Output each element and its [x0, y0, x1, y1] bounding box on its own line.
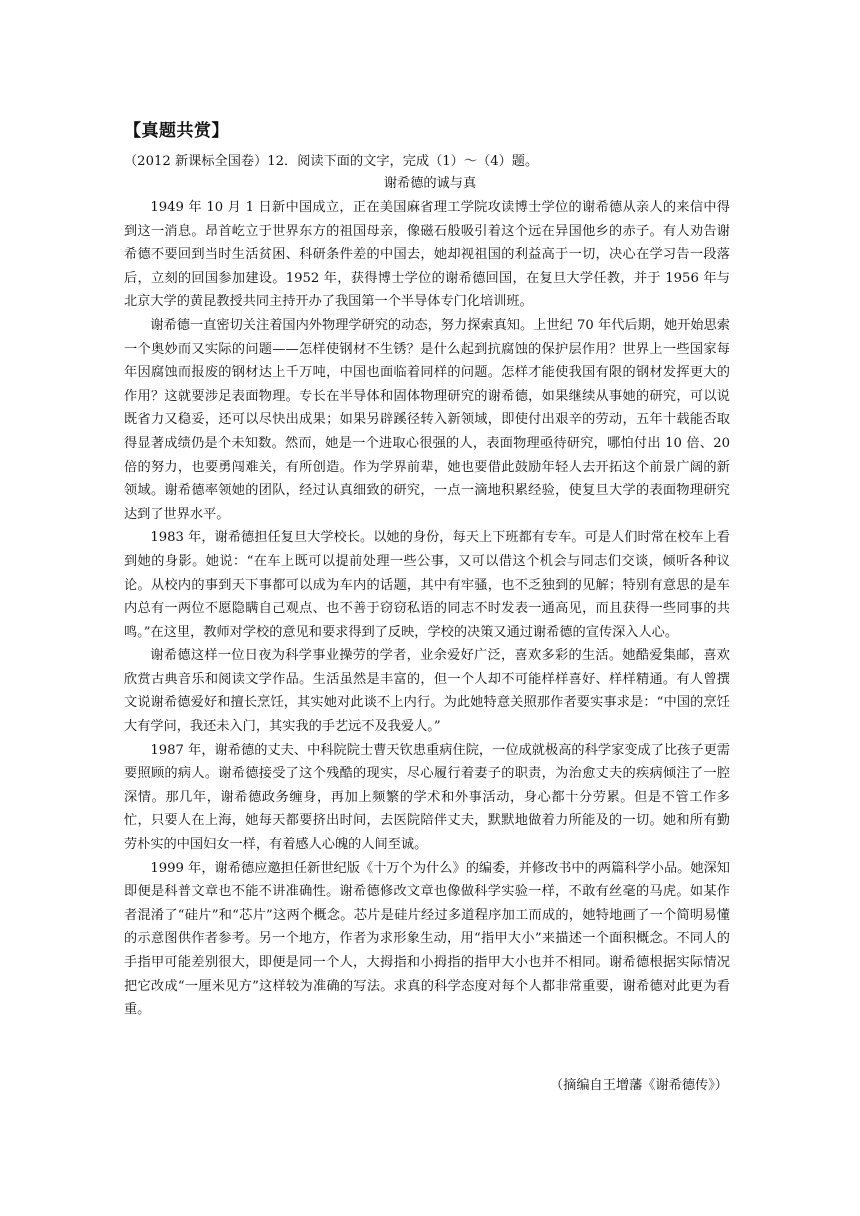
paragraph-6: 1999 年，谢希德应邀担任新世纪版《十万个为什么》的编委，并修改书中的两篇科学小品。她深知即便是科普文章也不能不讲准确性。谢希德修改文章也像做科学实验一样，不敢有丝毫的马虎。如某作者混淆了“硅片”和“芯片”这两个概念。芯片是硅片经过多道程序加工而成的，她特地画了一个简明易懂的示意图供作者参考。另一个地方，作者为求形象生动，用“指甲大小”来描述一个面积概念。不同人的手指甲可能差别很大，即便是同一个人，大拇指和小拇指的指甲大小也并不相同。谢希德根据实际情况把它改成“一厘米见方”这样较为准确的写法。求真的科学态度对每个人都非常重要，谢希德对此更为看重。	[124, 860, 730, 1018]
paragraph-4: 谢希德这样一位日夜为科学事业操劳的学者，业余爱好广泛，喜欢多彩的生活。她酷爱集邮，喜欢欣赏古典音乐和阅读文学作品。生活虽然是丰富的，但一个人却不可能样样喜好、样样精通。有人曾撰文说谢希德爱好和擅长烹饪，其实她对此谈不上内行。为此她特意关照那作者要实事求是：“中国的烹饪大有学问，我还未入门，其实我的手艺远不及我爱人。”	[124, 648, 730, 735]
paragraph-5: 1987 年，谢希德的丈夫、中科院院士曹天钦患重病住院，一位成就极高的科学家变成了比孩子更需要照顾的病人。谢希德接受了这个残酷的现实，尽心履行着妻子的职责，为治愈丈夫的疾病倾注了一腔深情。那几年，谢希德政务缠身，再加上频繁的学术和外事活动，身心都十分劳累。但是不管工作多忙，只要人在上海，她每天都要挤出时间，去医院陪伴丈夫，默默地做着力所能及的一切。她和所有勤劳朴实的中国妇女一样，有着感人心魄的人间至诚。	[124, 742, 730, 853]
article-title: 谢希德的诚与真	[383, 176, 477, 191]
paragraph-1: 1949 年 10 月 1 日新中国成立，正在美国麻省理工学院攻读博士学位的谢希德从亲人的来信中得到这一消息。昂首屹立于世界东方的祖国母亲，像磁石般吸引着这个远在异国他乡的赤子。有人劝告谢希德不要回到当时生活贫困、科研条件差的中国去，她却视祖国的利益高于一切，决心在学习告一段落后，立刻的回国参加建设。1952 年，获得博士学位的谢希德回国，在复旦大学任教，并于 1956 年与北京大学的黄昆教授共同主持开办了我国第一个半导体专门化培训班。	[124, 200, 730, 310]
article-body	[124, 196, 730, 1022]
source-citation: （摘编自王增藩《谢希德传》）	[549, 1078, 728, 1093]
question-prompt: （2012 新课标全国卷）12．阅读下面的文字，完成（1）～（4）题。	[124, 154, 539, 169]
section-heading: 【真题共赏】	[124, 121, 229, 141]
paragraph-3: 1983 年，谢希德担任复旦大学校长。以她的身份，每天上下班都有专车。可是人们时常在校车上看到她的身影。她说：“在车上既可以提前处理一些公事，又可以借这个机会与同志们交谈，倾听各种议论。从校内的事到天下事都可以成为车内的话题，其中有牢骚，也不乏独到的见解；特别有意思的是车内总有一两位不愿隐瞒自己观点、也不善于窃窃私语的同志不时发表一通高见，而且获得一些同事的共鸣。”在这里，教师对学校的意见和要求得到了反映，学校的决策又通过谢希德的宣传深入人心。	[124, 530, 730, 640]
paragraph-2: 谢希德一直密切关注着国内外物理学研究的动态，努力探索真知。上世纪 70 年代后期，她开始思索一个奥妙而又实际的问题——怎样使钢材不生锈？是什么起到抗腐蚀的保护层作用？世界上一些国家每年因腐蚀而报废的钢材达上千万吨，中国也面临着同样的问题。怎样才能使我国有限的钢材发挥更大的作用？这就要涉足表面物理。专长在半导体和固体物理研究的谢希德，如果继续从事她的研究，可以说既省力又稳妥，还可以尽快出成果；如果另辟蹊径转入新领域，即使付出艰辛的劳动，五年十载能否取得显著成绩仍是个未知数。然而，她是一个进取心很强的人，表面物理亟待研究，哪怕付出 10 倍、20 倍的努力，也要勇闯难关，有所创造。作为学界前辈，她也要借此鼓励年轻人去开拓这个前景广阔的新领域。谢希德率领她的团队，经过认真细致的研究，一点一滴地积累经验，使复旦大学的表面物理研究达到了世界水平。	[124, 317, 730, 522]
